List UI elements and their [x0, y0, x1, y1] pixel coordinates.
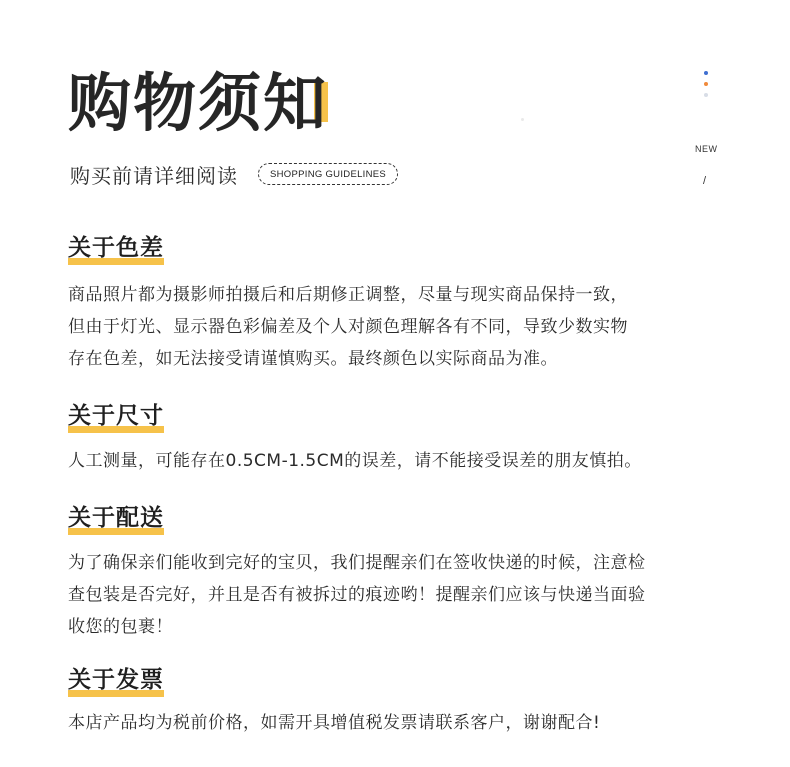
body-line: 查包装是否完好，并且是否有被拆过的痕迹哟！提醒亲们应该与快递当面验 [68, 585, 646, 605]
section-body [68, 445, 748, 477]
guidelines-badge: SHOPPING GUIDELINES [258, 163, 398, 185]
body-line: 人工测量，可能存在0.5CM-1.5CM的误差，请不能接受误差的朋友慎拍。 [68, 451, 642, 471]
section-invoice [68, 665, 748, 739]
section-size [68, 401, 748, 477]
dot-orange-icon [704, 82, 708, 86]
new-label: NEW [695, 144, 718, 154]
dot-blue-icon [704, 71, 708, 75]
section-heading [68, 401, 164, 435]
section-heading [68, 665, 164, 699]
subtitle-row [70, 158, 398, 190]
dot-light-icon [704, 93, 708, 97]
section-title: 关于配送 [68, 505, 164, 531]
section-title: 关于尺寸 [68, 403, 164, 429]
section-delivery [68, 503, 748, 643]
body-line: 收您的包裹！ [68, 617, 173, 637]
slash-mark: / [703, 175, 707, 187]
section-body [68, 707, 748, 739]
section-title: 关于发票 [68, 667, 164, 693]
body-line: 为了确保亲们能收到完好的宝贝，我们提醒亲们在签收快递的时候，注意检 [68, 553, 646, 573]
body-line: 但由于灯光、显示器色彩偏差及个人对颜色理解各有不同，导致少数实物 [68, 317, 628, 337]
section-title: 关于色差 [68, 235, 164, 261]
decorative-dots [704, 71, 710, 101]
page-subtitle: 购买前请详细阅读 [70, 163, 238, 188]
section-color-difference [68, 233, 748, 375]
body-line: 商品照片都为摄影师拍摄后和后期修正调整，尽量与现实商品保持一致， [68, 285, 628, 305]
page-header [68, 64, 338, 144]
page-title: 购物须知 [68, 67, 328, 140]
section-body [68, 547, 748, 643]
body-line: 本店产品均为税前价格，如需开具增值税发票请联系客户，谢谢配合! [68, 713, 601, 733]
section-heading [68, 233, 164, 267]
section-heading [68, 503, 164, 537]
faint-dot-icon [521, 118, 524, 121]
section-body [68, 279, 748, 375]
body-line: 存在色差，如无法接受请谨慎购买。最终颜色以实际商品为准。 [68, 349, 558, 369]
